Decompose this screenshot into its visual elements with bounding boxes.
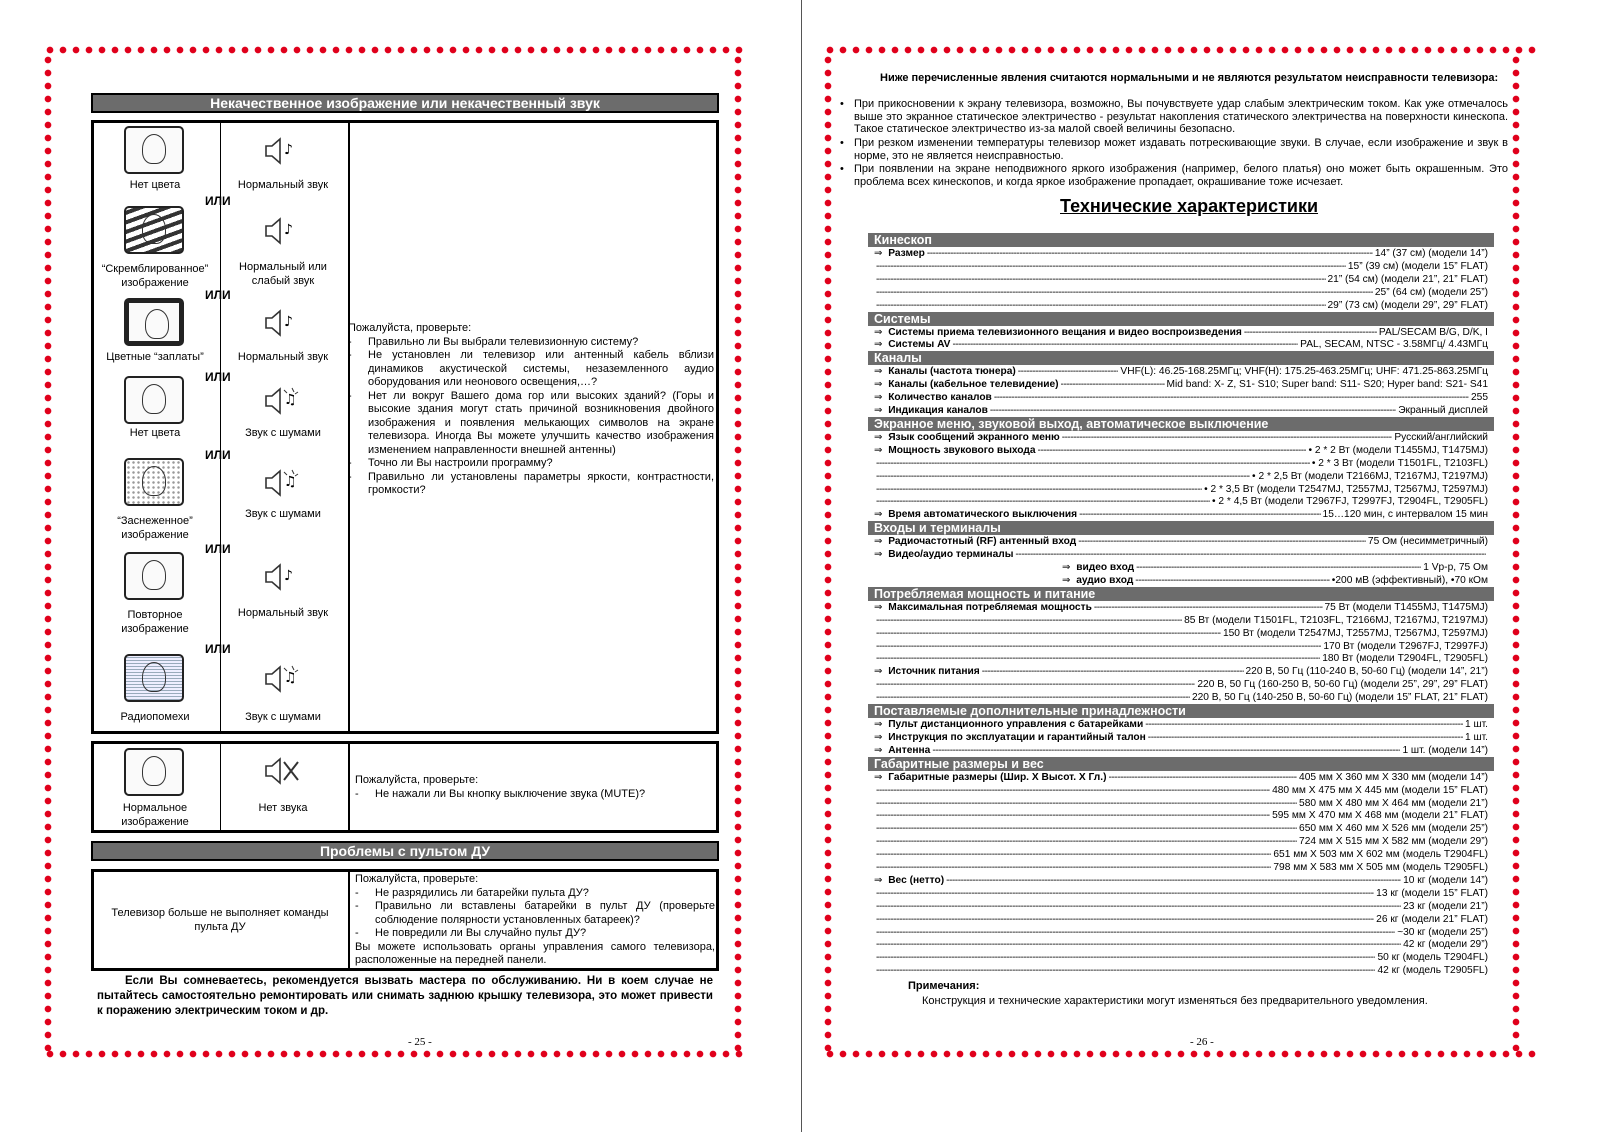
spec-value: 15…120 мин, с интервалом 15 мин — [1322, 509, 1488, 521]
tv-interference-icon — [124, 654, 184, 702]
spec-row — [874, 797, 1488, 810]
remote-check-list: Пожалуйста, проверьте: - Не разрядились ли батарейки пульта ДУ? - Правильно ли вставлены батарейки в пульт ДУ (проверьте соблюдение полярности установленных батареек)? - Не повредили ли Вы случайно пульт ДУ? Вы можете использовать органы управления самого телевизора, расположенные на передней панели. — [355, 873, 715, 966]
spec-row: ⇒ Антенна ----- 1 шт. (модели 14”) — [874, 744, 1488, 757]
normal-phenomenon: При резком изменении температуры телевизор может издавать потрескивающие звуки. В случае, если изображение и звук в норме, это не является неисправностью. — [854, 137, 1508, 162]
speaker-noise-icon — [262, 386, 302, 416]
spec-label: аудио вход — [1076, 574, 1134, 586]
spec-row: ⇒ Язык сообщений экранного меню ----- Русский/английский — [874, 431, 1488, 444]
spec-value: 42 кг (модели 29”) — [1403, 939, 1488, 951]
spec-row: ⇒ Вес (нетто) ----- 10 кг (модели 14”) — [874, 874, 1488, 887]
spec-label: Видео/аудио терминалы — [888, 549, 1014, 561]
spec-value: 50 кг (модель T2904FL) — [1377, 952, 1488, 964]
spec-label: Системы AV — [888, 339, 951, 351]
picture-symptom: Повторное изображение — [121, 609, 189, 635]
spec-row: ⇒ аудио вход ----- •200 мВ (эффективный), •70 кОм — [874, 574, 1488, 587]
speaker-icon — [262, 562, 302, 592]
page-number: - 26 - — [1190, 1036, 1214, 1048]
check-list — [348, 322, 714, 498]
spec-value: 75 Вт (модели T1455MJ, T1475MJ) — [1324, 601, 1488, 613]
speaker-noise-icon — [262, 664, 302, 694]
sound-symptom: Нормальный звук — [237, 179, 329, 191]
spec-value: • 2 * 2 Вт (модели T1455MJ, T1475MJ) — [1308, 444, 1488, 456]
bullet-dot: • — [840, 137, 844, 149]
picture-symptom: “Заснеженное” изображение — [117, 515, 193, 541]
spec-section-title: Экранное меню, звуковой выход, автоматическое выключение — [868, 417, 1494, 431]
spec-value: 651 мм Х 503 мм Х 602 мм (модель T2904FL) — [1273, 849, 1488, 861]
spec-row: ⇒ Видео/аудио терминалы ----- — [874, 548, 1488, 561]
spec-row — [874, 951, 1488, 964]
spec-value: 26 кг (модели 21” FLAT) — [1376, 913, 1488, 925]
or-separator: ИЛИ — [205, 194, 231, 208]
spec-row: ⇒ видео вход ----- 1 Vp-p, 75 Ом — [874, 561, 1488, 574]
spec-value: 650 мм Х 460 мм Х 526 мм (модели 25”) — [1299, 823, 1488, 835]
sound-symptom: Звук с шумами — [245, 508, 321, 520]
tv-ghost-icon — [124, 552, 184, 600]
spec-value: 1 шт. — [1464, 731, 1488, 743]
spec-label: Время автоматического выключения — [888, 509, 1078, 521]
mute-sound-label: Нет звука — [258, 802, 308, 814]
normal-phenomena-intro: Ниже перечисленные явления считаются нормальными и не являются результатом неисправности телевизора: — [880, 72, 1499, 84]
mute-picture-label: Нормальное изображение — [121, 802, 189, 828]
spec-value: Экранный дисплей — [1398, 405, 1488, 416]
spec-label: Язык сообщений экранного меню — [888, 431, 1060, 443]
svg-text:♪: ♪ — [284, 314, 293, 330]
spec-value: 14” (37 см) (модели 14”) — [1374, 248, 1488, 259]
spec-row — [874, 691, 1488, 704]
spec-value: 21” (54 см) (модели 21”, 21” FLAT) — [1327, 273, 1488, 285]
svg-text:♪: ♪ — [284, 222, 293, 238]
spec-value: 15” (39 см) (модели 15” FLAT) — [1347, 260, 1488, 272]
bullet-dot: • — [840, 163, 844, 175]
spec-value: 220 В, 50 Гц (140-250 В, 50-60 Гц) (модели 15” FLAT, 21” FLAT) — [1191, 692, 1488, 704]
spec-row: ⇒ Системы приема телевизионного вещания и видео воспроизведения ----- PAL/SECAM B/G, D/K, I — [874, 326, 1488, 339]
spec-label: Индикация каналов — [888, 405, 988, 416]
spec-row — [874, 861, 1488, 874]
svg-text:♪: ♪ — [284, 142, 293, 158]
spec-row: ⇒ Время автоматического выключения ----- 15…120 мин, с интервалом 15 мин — [874, 508, 1488, 521]
remote-problem: Телевизор больше не выполняет команды пульта ДУ — [111, 907, 329, 933]
spec-label: Пульт дистанционного управления с батарейками — [888, 719, 1144, 730]
spec-value: VHF(L): 46.25-168.25МГц; VHF(H): 175.25-463.25МГц; UHF: 471.25-863.25МГц — [1120, 366, 1488, 378]
spec-value: 75 Ом (несимметричный) — [1367, 536, 1488, 548]
spec-section-title: Габаритные размеры и вес — [868, 757, 1494, 771]
spec-row: ⇒ Системы AV ----- PAL, SECAM, NTSC - 3.58МГц/ 4.43МГц — [874, 338, 1488, 351]
spec-value: • 2 * 4,5 Вт (модели T2967FJ, T2997FJ, T2904FL, T2905FL) — [1212, 496, 1488, 508]
spec-row — [874, 299, 1488, 312]
spec-label: Источник питания — [888, 666, 980, 678]
section-title-remote: Проблемы с пультом ДУ — [91, 841, 719, 861]
dotted-border-right — [1512, 56, 1524, 1051]
spec-row — [874, 260, 1488, 273]
spec-row: ⇒ Инструкция по эксплуатации и гарантийный талон ----- 1 шт. — [874, 731, 1488, 744]
check-item: - Правильно ли установлены параметры яркости, контрастности, громкости? — [348, 470, 714, 496]
spec-row — [874, 887, 1488, 900]
spec-label: Радиочастотный (RF) антенный вход — [888, 536, 1077, 548]
dotted-border-top — [826, 46, 1536, 58]
spec-value: PAL/SECAM B/G, D/K, I — [1378, 326, 1488, 338]
dotted-border-left — [824, 56, 836, 1051]
spec-value: 29” (73 см) (модели 29”, 29” FLAT) — [1327, 299, 1488, 311]
spec-value: 220 В, 50 Гц (160-250 В, 50-60 Гц) (модели 25”, 29”, 29” FLAT) — [1197, 679, 1488, 691]
sound-symptom: Нормальный или слабый звук — [239, 261, 327, 287]
or-separator: ИЛИ — [205, 642, 231, 656]
spec-value: 1 шт. (модели 14”) — [1402, 744, 1488, 756]
spec-row — [874, 822, 1488, 835]
or-separator: ИЛИ — [205, 370, 231, 384]
check-item: - Точно ли Вы настроили программу? — [348, 457, 553, 469]
normal-phenomenon: При прикосновении к экрану телевизора, возможно, Вы почувствуете удар слабым электрическим током. Как уже отмечалось выше это экранное статическое электричество - результат накопления статического электричества на поверхности кинескопа. Такое статическое электричество из-за малой своей величины безопасно. — [854, 98, 1508, 135]
spec-row — [874, 470, 1488, 483]
spec-value: 25” (64 см) (модели 25”) — [1374, 286, 1488, 298]
spec-row — [874, 809, 1488, 822]
picture-symptom: Радиопомехи — [120, 711, 190, 723]
tv-snowy-icon — [124, 458, 184, 506]
spec-label: Инструкция по эксплуатации и гарантийный талон — [888, 731, 1146, 743]
spec-value: PAL, SECAM, NTSC - 3.58МГц/ 4.43МГц — [1300, 339, 1488, 351]
spec-label: Вес (нетто) — [888, 874, 945, 886]
speaker-icon — [262, 136, 302, 166]
spec-row — [874, 900, 1488, 913]
spec-label: Максимальная потребляемая мощность — [888, 601, 1092, 613]
spec-label: видео вход — [1076, 562, 1135, 573]
spec-value: 42 кг (модель T2905FL) — [1377, 965, 1488, 977]
spec-row — [874, 784, 1488, 797]
spec-label: Антенна — [888, 744, 931, 756]
check-item: - Нет ли вокруг Вашего дома гор или высоких зданий? (Горы и высокие здания могут стать причиной возникновения двойного изображения и появления мелькающих символов на экране телевизора. Иногда Вы можете улучшить качество изображения изменением направленности внешней антенны) — [348, 389, 714, 456]
dotted-border-top — [46, 46, 746, 58]
spec-section-title: Каналы — [868, 351, 1494, 365]
page-number: - 25 - — [408, 1036, 432, 1048]
spec-label: Размер — [888, 248, 925, 259]
spec-value: 595 мм Х 470 мм Х 468 мм (модели 21” FLAT) — [1272, 810, 1488, 822]
spec-value: 10 кг (модели 14”) — [1403, 874, 1488, 886]
sound-symptom: Нормальный звук — [237, 607, 329, 619]
spec-value: 724 мм Х 515 мм Х 582 мм (модели 29”) — [1299, 836, 1488, 848]
notes-title: Примечания: — [908, 980, 980, 992]
spec-row — [874, 848, 1488, 861]
spec-value: • 2 * 3 Вт (модели T1501FL, T2103FL) — [1311, 457, 1488, 469]
tv-no-color-icon — [124, 376, 184, 424]
spec-row — [874, 483, 1488, 496]
speaker-icon — [262, 216, 302, 246]
spec-row — [874, 964, 1488, 977]
spec-value: 480 мм Х 475 мм Х 445 мм (модели 15” FLAT) — [1272, 784, 1488, 796]
spec-row: ⇒ Каналы (кабельное телевидение) ----- Mid band: X- Z, S1- S10; Super band: S11- S20; Hyper band: S21- S41 — [874, 378, 1488, 391]
spec-value: 170 Вт (модели T2967FJ, T2997FJ) — [1323, 640, 1488, 652]
spec-label: Мощность звукового выхода — [888, 444, 1036, 456]
spec-row — [874, 640, 1488, 653]
speaker-muted-icon — [262, 756, 302, 786]
spec-row — [874, 938, 1488, 951]
or-separator: ИЛИ — [205, 448, 231, 462]
spec-row: ⇒ Индикация каналов ----- Экранный дисплей — [874, 404, 1488, 417]
spec-section-title: Входы и терминалы — [868, 521, 1494, 535]
spec-section-title: Кинескоп — [868, 233, 1494, 247]
spec-row: ⇒ Пульт дистанционного управления с батарейками ----- 1 шт. — [874, 718, 1488, 731]
spec-section-title: Системы — [868, 312, 1494, 326]
spec-row: ⇒ Габаритные размеры (Шир. Х Высот. Х Гл.) ----- 405 мм Х 360 мм Х 330 мм (модели 14”) — [874, 771, 1488, 784]
spec-row — [874, 926, 1488, 939]
check-intro: Пожалуйста, проверьте: — [348, 322, 472, 334]
spec-value: • 2 * 2,5 Вт (модели T2166MJ, T2167MJ, T2197MJ) — [1252, 470, 1488, 482]
dotted-border-bottom — [46, 1050, 746, 1062]
spec-row — [874, 273, 1488, 286]
spec-row — [874, 835, 1488, 848]
spec-value: 180 Вт (модели T2904FL, T2905FL) — [1322, 653, 1488, 665]
spec-value: 798 мм Х 583 мм Х 505 мм (модель T2905FL) — [1273, 862, 1488, 873]
spec-row — [874, 627, 1488, 640]
spec-value: 220 В, 50 Гц (110-240 В, 50-60 Гц) (модели 14”, 21”) — [1245, 666, 1488, 678]
svg-text:♪: ♪ — [284, 568, 293, 584]
spec-value: 580 мм Х 480 мм Х 464 мм (модели 21”) — [1299, 797, 1488, 809]
bullet-dot: • — [840, 98, 844, 110]
tv-no-color-icon — [124, 126, 184, 174]
spec-value: •200 мВ (эффективный), •70 кОм — [1331, 574, 1488, 586]
svg-text:♫: ♫ — [284, 392, 297, 408]
svg-text:♫: ♫ — [284, 474, 297, 490]
sound-symptom: Звук с шумами — [245, 427, 321, 439]
spec-row: ⇒ Радиочастотный (RF) антенный вход ----- 75 Ом (несимметричный) — [874, 535, 1488, 548]
spec-row: ⇒ Каналы (частота тюнера) ----- VHF(L): 46.25-168.25МГц; VHF(H): 175.25-463.25МГц; UHF: 471.25-863.25МГц — [874, 365, 1488, 378]
tv-normal-picture-icon — [124, 748, 184, 796]
spec-value: 255 — [1471, 392, 1488, 404]
spec-value: 405 мм Х 360 мм Х 330 мм (модели 14”) — [1299, 771, 1488, 783]
spec-value: 13 кг (модели 15” FLAT) — [1376, 887, 1488, 899]
spec-section-title: Поставляемые дополнительные принадлежности — [868, 704, 1494, 718]
spec-value: 85 Вт (модели T1501FL, T2103FL, T2166MJ, T2167MJ, T2197MJ) — [1184, 614, 1488, 626]
warning-text: Если Вы сомневаетесь, рекомендуется вызвать мастера по обслуживанию. Ни в коем случае не пытайтесь самостоятельно ремонтировать или снимать заднюю крышку телевизора, это может привести к поражению электрическим током и др. — [97, 975, 713, 1017]
spec-value: • 2 * 3,5 Вт (модели T2547MJ, T2557MJ, T2567MJ, T2597MJ) — [1204, 483, 1488, 495]
spec-label: Системы приема телевизионного вещания и видео воспроизведения — [888, 326, 1242, 338]
spec-row — [874, 678, 1488, 691]
picture-symptom: Нет цвета — [129, 427, 181, 439]
sound-symptom: Звук с шумами — [245, 711, 321, 723]
spec-label: Каналы (частота тюнера) — [888, 366, 1016, 378]
check-item: - Правильно ли Вы выбрали телевизионную систему? — [348, 335, 639, 348]
normal-phenomenon: При появлении на экране неподвижного яркого изображения (например, белого платья) оно может быть окрашенным. Это проблема всех кинескопов, и когда яркое изображение пропадает, окрашивание тоже исчезает. — [854, 163, 1508, 188]
spec-label: Каналы (кабельное телевидение) — [888, 379, 1059, 391]
spec-row: ⇒ Источник питания ----- 220 В, 50 Гц (110-240 В, 50-60 Гц) (модели 14”, 21”) — [874, 665, 1488, 678]
spec-value: Mid band: X- Z, S1- S10; Super band: S11- S20; Hyper band: S21- S41 — [1166, 379, 1488, 391]
speaker-noise-icon — [262, 468, 302, 498]
spec-value: ~30 кг (модели 25”) — [1397, 926, 1488, 938]
spec-title: Технические характеристики — [1060, 196, 1319, 216]
check-item: - Не установлен ли телевизор или антенный кабель вблизи динамиков акустической системы, незаземленного аудио оборудования или неонового освещения,…? — [348, 349, 714, 388]
spec-value: 150 Вт (модели T2547MJ, T2557MJ, T2567MJ, T2597MJ) — [1222, 627, 1488, 639]
tv-color-patches-icon — [124, 298, 184, 346]
spec-section-title: Потребляемая мощность и питание — [868, 587, 1494, 601]
or-separator: ИЛИ — [205, 542, 231, 556]
spec-value: 1 Vp-p, 75 Ом — [1423, 562, 1488, 573]
spec-row — [874, 457, 1488, 470]
picture-symptom: Нет цвета — [129, 179, 181, 191]
or-separator: ИЛИ — [205, 288, 231, 302]
notes-text: Конструкция и технические характеристики могут изменяться без предварительного уведомления. — [922, 995, 1428, 1007]
section-title-picture-sound: Некачественное изображение или некачественный звук — [91, 93, 719, 113]
spec-row: ⇒ Мощность звукового выхода ----- • 2 * 2 Вт (модели T1455MJ, T1475MJ) — [874, 444, 1488, 457]
dotted-border-bottom — [826, 1050, 1536, 1062]
spec-label: Количество каналов — [888, 392, 992, 404]
spec-value: Русский/английский — [1394, 431, 1488, 443]
mute-check: Пожалуйста, проверьте: - Не нажали ли Вы кнопку выключение звука (MUTE)? — [355, 774, 646, 800]
tv-scrambled-icon — [124, 206, 184, 254]
spec-value: 23 кг (модели 21”) — [1403, 900, 1488, 912]
picture-symptom: Цветные “заплаты” — [106, 351, 204, 363]
spec-row: ⇒ Количество каналов ----- 255 — [874, 391, 1488, 404]
spec-value: 1 шт. — [1464, 719, 1488, 730]
svg-text:♫: ♫ — [284, 670, 297, 686]
dotted-border-left — [44, 56, 56, 1051]
picture-symptom: “Скремблированное” изображение — [101, 263, 209, 289]
sound-symptom: Нормальный звук — [237, 351, 329, 363]
spec-label: Габаритные размеры (Шир. Х Высот. Х Гл.) — [888, 771, 1107, 783]
spec-row — [874, 913, 1488, 926]
speaker-icon — [262, 308, 302, 338]
spec-row: ⇒ Максимальная потребляемая мощность ----- 75 Вт (модели T1455MJ, T1475MJ) — [874, 601, 1488, 614]
spec-row — [874, 495, 1488, 508]
spec-row — [874, 286, 1488, 299]
spec-row: ⇒ Размер ----- 14” (37 см) (модели 14”) — [874, 247, 1488, 260]
dotted-border-right — [734, 56, 746, 1051]
spec-row — [874, 614, 1488, 627]
spec-row — [874, 652, 1488, 665]
